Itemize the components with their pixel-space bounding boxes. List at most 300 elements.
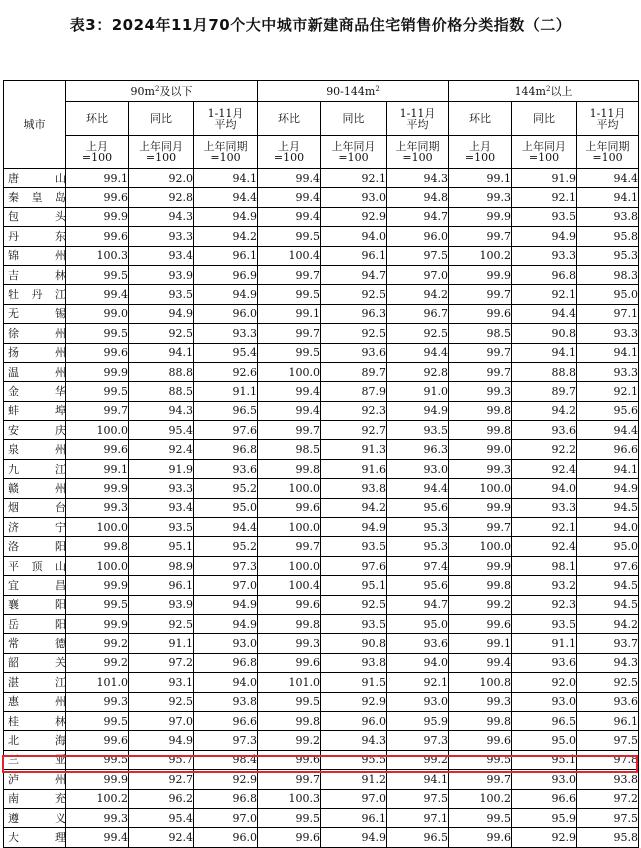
index-value: 93.0 (387, 692, 449, 711)
index-value: 91.1 (129, 634, 194, 653)
index-value: 90.8 (321, 634, 387, 653)
index-value: 100.8 (449, 673, 512, 692)
table-row (4, 440, 639, 459)
index-value: 99.5 (66, 324, 129, 343)
city-name-text: 唐 山 (8, 171, 66, 185)
table-row (4, 828, 639, 847)
index-value: 97.6 (194, 421, 258, 440)
header-col-2: 同比 (512, 102, 577, 136)
table-row (4, 498, 639, 517)
index-value: 96.8 (194, 653, 258, 672)
city-name (4, 595, 66, 614)
index-value: 97.5 (577, 808, 639, 827)
table-body (4, 169, 639, 848)
city-name (4, 401, 66, 420)
city-name (4, 265, 66, 284)
index-value: 100.2 (449, 789, 512, 808)
city-name-text: 丹 东 (8, 229, 66, 243)
index-value: 95.4 (129, 808, 194, 827)
city-name-text: 烟 台 (8, 501, 66, 515)
index-value: 97.8 (577, 750, 639, 769)
index-value: 99.4 (258, 382, 321, 401)
index-value: 93.5 (321, 537, 387, 556)
city-name (4, 421, 66, 440)
city-name (4, 789, 66, 808)
index-value: 94.9 (194, 207, 258, 226)
index-value: 99.5 (66, 595, 129, 614)
index-value: 94.4 (194, 518, 258, 537)
table-row (4, 207, 639, 226)
index-value: 99.1 (258, 304, 321, 323)
header-base-2: 上年同月 =100 (321, 136, 387, 169)
index-value: 93.2 (512, 576, 577, 595)
index-value: 92.0 (129, 169, 194, 188)
index-value: 99.5 (449, 808, 512, 827)
index-value: 99.2 (66, 634, 129, 653)
index-value: 99.6 (258, 653, 321, 672)
index-value: 94.4 (387, 479, 449, 498)
header-row-groups (4, 81, 639, 102)
city-name (4, 169, 66, 188)
index-value: 92.2 (512, 440, 577, 459)
unit-superscript: 2 (546, 84, 551, 93)
table-row (4, 692, 639, 711)
table-row (4, 188, 639, 207)
header-row-columns (4, 102, 639, 136)
index-value: 99.2 (449, 595, 512, 614)
index-value: 93.6 (194, 459, 258, 478)
index-value: 92.3 (512, 595, 577, 614)
index-value: 99.9 (66, 614, 129, 633)
index-value: 100.0 (66, 518, 129, 537)
index-value: 96.0 (321, 711, 387, 730)
index-value: 95.6 (387, 576, 449, 595)
header-base-1: 上月 =100 (66, 136, 129, 169)
index-value: 99.7 (258, 324, 321, 343)
index-value: 96.7 (387, 304, 449, 323)
table-row (4, 227, 639, 246)
index-value: 99.9 (66, 362, 129, 381)
city-name-text: 无 锡 (8, 307, 66, 321)
index-value: 94.9 (321, 518, 387, 537)
index-value: 99.8 (449, 401, 512, 420)
index-value: 97.5 (387, 789, 449, 808)
table-row (4, 595, 639, 614)
index-value: 88.8 (512, 362, 577, 381)
header-group-3: $144m^2$以上 (449, 81, 639, 102)
index-value: 98.3 (577, 265, 639, 284)
city-name-text: 扬 州 (8, 346, 66, 360)
index-value: 96.2 (129, 789, 194, 808)
index-value: 88.8 (129, 362, 194, 381)
index-value: 95.0 (512, 731, 577, 750)
city-name-text: 韶 关 (8, 656, 66, 670)
index-value: 95.6 (387, 498, 449, 517)
city-name-text: 北 海 (8, 734, 66, 748)
index-value: 94.4 (387, 343, 449, 362)
index-value: 94.4 (577, 169, 639, 188)
index-value: 92.1 (321, 169, 387, 188)
index-value: 100.0 (449, 479, 512, 498)
index-value: 94.7 (387, 207, 449, 226)
index-value: 94.7 (321, 265, 387, 284)
index-value: 95.3 (387, 518, 449, 537)
index-value: 99.8 (449, 711, 512, 730)
table-row (4, 285, 639, 304)
index-value: 93.8 (321, 653, 387, 672)
index-value: 99.3 (449, 188, 512, 207)
index-value: 99.7 (449, 518, 512, 537)
index-value: 97.5 (577, 731, 639, 750)
index-value: 93.5 (129, 285, 194, 304)
index-value: 93.3 (512, 246, 577, 265)
index-value: 99.7 (258, 537, 321, 556)
index-value: 94.0 (194, 673, 258, 692)
index-value: 93.5 (321, 614, 387, 633)
city-name (4, 828, 66, 847)
index-value: 99.6 (66, 188, 129, 207)
index-value: 100.0 (66, 556, 129, 575)
index-value: 92.1 (512, 285, 577, 304)
header-base-1: 上月 =100 (449, 136, 512, 169)
index-value: 94.9 (194, 614, 258, 633)
index-value: 97.0 (194, 808, 258, 827)
index-value: 96.3 (321, 304, 387, 323)
index-value: 94.2 (387, 285, 449, 304)
index-value: 94.9 (512, 227, 577, 246)
index-value: 94.4 (512, 304, 577, 323)
index-value: 92.9 (321, 692, 387, 711)
index-value: 99.6 (449, 614, 512, 633)
index-value: 97.6 (321, 556, 387, 575)
index-value: 98.4 (194, 750, 258, 769)
index-value: 91.5 (321, 673, 387, 692)
city-name (4, 227, 66, 246)
index-value: 95.0 (387, 614, 449, 633)
index-value: 94.5 (577, 498, 639, 517)
header-group-1: $90m^2$及以下 (66, 81, 258, 102)
index-value: 91.2 (321, 770, 387, 789)
index-value: 99.1 (449, 169, 512, 188)
city-name-text: 湛 江 (8, 675, 66, 689)
index-value: 99.8 (258, 614, 321, 633)
city-name (4, 479, 66, 498)
city-name (4, 614, 66, 633)
index-value: 96.8 (194, 789, 258, 808)
index-value: 99.0 (66, 304, 129, 323)
index-value: 94.4 (194, 188, 258, 207)
index-value: 99.6 (66, 227, 129, 246)
index-value: 93.6 (512, 653, 577, 672)
index-value: 99.6 (449, 731, 512, 750)
index-value: 99.7 (449, 362, 512, 381)
city-name (4, 459, 66, 478)
table-row (4, 614, 639, 633)
table-row (4, 653, 639, 672)
index-value: 96.0 (194, 304, 258, 323)
index-value: 99.1 (66, 169, 129, 188)
index-value: 92.5 (321, 595, 387, 614)
header-city: 城市 (4, 81, 66, 169)
table-row (4, 324, 639, 343)
index-value: 91.0 (387, 382, 449, 401)
index-value: 91.1 (512, 634, 577, 653)
city-name (4, 246, 66, 265)
city-name-text: 吉 林 (8, 268, 66, 282)
index-value: 99.6 (258, 750, 321, 769)
index-value: 99.9 (66, 479, 129, 498)
index-value: 99.6 (66, 343, 129, 362)
index-value: 100.0 (258, 556, 321, 575)
index-value: 94.5 (577, 576, 639, 595)
header-base-3: 上年同期 =100 (577, 136, 639, 169)
header-base-2: 上年同月 =100 (129, 136, 194, 169)
index-value: 92.5 (129, 692, 194, 711)
index-value: 93.5 (129, 518, 194, 537)
index-value: 94.3 (577, 653, 639, 672)
index-value: 99.1 (449, 634, 512, 653)
header-col-3: 1-11月 平均 (194, 102, 258, 136)
table-row (4, 265, 639, 284)
index-value: 92.4 (512, 537, 577, 556)
city-name (4, 362, 66, 381)
table-row (4, 711, 639, 730)
city-name-text: 秦 皇 岛 (8, 191, 66, 205)
index-value: 93.6 (512, 421, 577, 440)
index-value: 99.7 (449, 770, 512, 789)
index-value: 89.7 (512, 382, 577, 401)
index-value: 96.5 (194, 401, 258, 420)
index-value: 92.3 (321, 401, 387, 420)
index-value: 94.5 (577, 595, 639, 614)
index-value: 96.6 (194, 711, 258, 730)
index-value: 97.5 (387, 246, 449, 265)
index-value: 99.9 (66, 576, 129, 595)
index-value: 93.8 (577, 770, 639, 789)
index-value: 99.7 (449, 227, 512, 246)
index-value: 93.8 (577, 207, 639, 226)
table-row (4, 750, 639, 769)
table-row (4, 634, 639, 653)
index-value: 99.7 (258, 265, 321, 284)
city-name-text: 安 庆 (8, 423, 66, 437)
index-value: 99.4 (258, 401, 321, 420)
index-value: 99.8 (258, 459, 321, 478)
index-value: 99.4 (258, 207, 321, 226)
index-value: 94.1 (194, 169, 258, 188)
index-value: 94.0 (577, 518, 639, 537)
city-name (4, 324, 66, 343)
city-name (4, 711, 66, 730)
header-group-2: $90-144m^2$ (258, 81, 449, 102)
table-row (4, 556, 639, 575)
city-name-text: 岳 阳 (8, 617, 66, 631)
index-value: 99.6 (258, 498, 321, 517)
city-name-text: 遵 义 (8, 811, 66, 825)
index-value: 100.0 (258, 518, 321, 537)
index-value: 99.6 (449, 828, 512, 847)
table-row (4, 362, 639, 381)
index-value: 94.0 (321, 227, 387, 246)
city-name-text: 锦 州 (8, 249, 66, 263)
index-value: 94.3 (387, 169, 449, 188)
index-value: 94.8 (387, 188, 449, 207)
city-name-text: 徐 州 (8, 326, 66, 340)
index-value: 99.3 (66, 808, 129, 827)
index-value: 99.5 (258, 808, 321, 827)
index-value: 93.3 (129, 227, 194, 246)
index-value: 94.2 (512, 401, 577, 420)
index-value: 96.0 (387, 227, 449, 246)
table-row (4, 343, 639, 362)
city-name (4, 188, 66, 207)
index-value: 92.4 (129, 828, 194, 847)
index-value: 91.9 (512, 169, 577, 188)
unit-superscript: 2 (154, 84, 160, 93)
city-name-text: 桂 林 (8, 714, 66, 728)
index-value: 93.7 (577, 634, 639, 653)
index-value: 93.1 (129, 673, 194, 692)
index-value: 99.5 (66, 382, 129, 401)
index-value: 99.9 (66, 770, 129, 789)
city-name-text: 九 江 (8, 462, 66, 476)
table-title: 表3：2024年11月70个大中城市新建商品住宅销售价格分类指数（二） (69, 16, 572, 34)
index-value: 95.9 (512, 808, 577, 827)
header-base-2: 上年同月 =100 (512, 136, 577, 169)
index-value: 97.1 (387, 808, 449, 827)
city-name (4, 808, 66, 827)
index-value: 98.9 (129, 556, 194, 575)
index-value: 94.1 (577, 343, 639, 362)
index-value: 99.6 (66, 731, 129, 750)
index-value: 92.6 (194, 362, 258, 381)
table-row (4, 479, 639, 498)
index-value: 99.6 (258, 595, 321, 614)
city-name (4, 382, 66, 401)
table-row (4, 421, 639, 440)
table-row (4, 246, 639, 265)
index-value: 89.7 (321, 362, 387, 381)
index-value: 99.5 (449, 750, 512, 769)
index-value: 99.7 (258, 421, 321, 440)
index-value: 93.0 (512, 770, 577, 789)
table-row (4, 304, 639, 323)
header-base-1: 上月 =100 (258, 136, 321, 169)
index-value: 94.1 (387, 770, 449, 789)
city-name (4, 304, 66, 323)
index-value: 94.2 (577, 614, 639, 633)
index-value: 100.2 (66, 789, 129, 808)
table-row (4, 770, 639, 789)
index-value: 99.9 (66, 207, 129, 226)
index-value: 98.5 (449, 324, 512, 343)
index-value: 92.0 (512, 673, 577, 692)
city-name-text: 襄 阳 (8, 598, 66, 612)
index-value: 95.0 (577, 537, 639, 556)
index-value: 94.9 (387, 401, 449, 420)
city-name (4, 770, 66, 789)
index-value: 99.3 (449, 382, 512, 401)
city-name-text: 洛 阳 (8, 540, 66, 554)
index-value: 97.3 (194, 731, 258, 750)
city-name-text: 三 亚 (8, 753, 66, 767)
index-value: 99.5 (258, 285, 321, 304)
city-name-text: 宜 昌 (8, 578, 66, 592)
index-value: 101.0 (258, 673, 321, 692)
index-value: 96.1 (129, 576, 194, 595)
index-value: 95.6 (577, 401, 639, 420)
index-value: 99.8 (66, 537, 129, 556)
index-value: 96.5 (512, 711, 577, 730)
index-value: 96.1 (577, 711, 639, 730)
index-value: 92.5 (577, 673, 639, 692)
index-value: 95.0 (577, 285, 639, 304)
index-value: 99.6 (66, 440, 129, 459)
index-value: 99.8 (258, 711, 321, 730)
index-value: 99.2 (258, 731, 321, 750)
table-row (4, 401, 639, 420)
index-value: 92.7 (321, 421, 387, 440)
index-value: 94.2 (321, 498, 387, 517)
header-col-2: 同比 (129, 102, 194, 136)
index-value: 87.9 (321, 382, 387, 401)
index-value: 95.4 (129, 421, 194, 440)
header-col-1: 环比 (449, 102, 512, 136)
index-value: 97.3 (194, 556, 258, 575)
index-value: 94.0 (387, 653, 449, 672)
city-name-text: 平 顶 山 (8, 559, 66, 573)
index-value: 96.8 (194, 440, 258, 459)
index-value: 95.8 (577, 227, 639, 246)
index-value: 94.9 (321, 828, 387, 847)
index-value: 92.8 (129, 188, 194, 207)
index-value: 99.4 (258, 188, 321, 207)
city-name (4, 653, 66, 672)
index-value: 99.3 (66, 692, 129, 711)
index-value: 91.6 (321, 459, 387, 478)
index-value: 95.1 (129, 537, 194, 556)
index-value: 100.4 (258, 246, 321, 265)
table-row (4, 169, 639, 188)
city-name-text: 牡 丹 江 (8, 288, 66, 302)
index-value: 101.0 (66, 673, 129, 692)
index-value: 96.6 (577, 440, 639, 459)
index-value: 96.1 (194, 246, 258, 265)
index-value: 99.7 (66, 401, 129, 420)
index-value: 96.5 (387, 828, 449, 847)
index-value: 95.0 (194, 498, 258, 517)
index-value: 95.4 (194, 343, 258, 362)
index-value: 94.1 (129, 343, 194, 362)
header-col-1: 环比 (66, 102, 129, 136)
index-value: 99.7 (449, 285, 512, 304)
header-col-1: 环比 (258, 102, 321, 136)
index-value: 91.9 (129, 459, 194, 478)
index-value: 96.3 (387, 440, 449, 459)
index-value: 92.9 (321, 207, 387, 226)
header-base-3: 上年同期 =100 (387, 136, 449, 169)
table-row (4, 537, 639, 556)
index-value: 93.5 (387, 421, 449, 440)
city-name (4, 673, 66, 692)
index-value: 95.5 (321, 750, 387, 769)
index-value: 92.4 (129, 440, 194, 459)
index-value: 99.5 (258, 227, 321, 246)
city-name (4, 731, 66, 750)
index-value: 95.7 (129, 750, 194, 769)
index-value: 93.8 (321, 479, 387, 498)
index-value: 93.4 (129, 246, 194, 265)
